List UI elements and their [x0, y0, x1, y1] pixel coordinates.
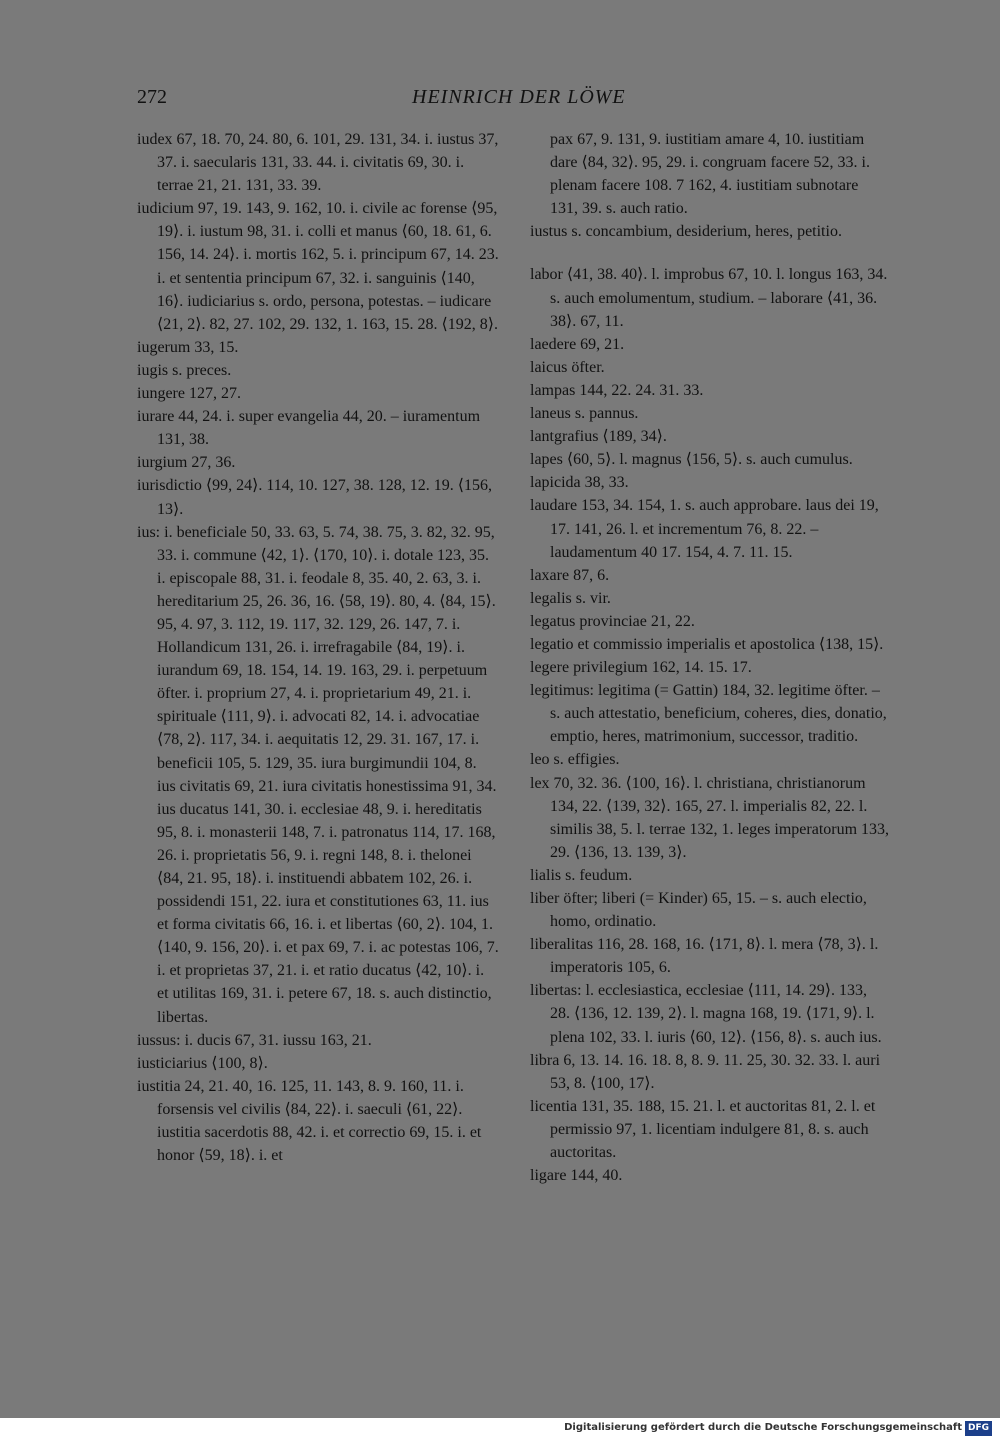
index-entry [530, 402, 890, 425]
index-entry [137, 197, 499, 336]
index-entry-text: liberalitas 116, 28. 168, 16. ⟨171, 8⟩. l. mera ⟨78, 3⟩. l. imperatoris 105, 6. [530, 936, 879, 977]
index-entry [530, 1095, 890, 1164]
index-entry-text: iustus s. concambium, desiderium, heres, petitio. [530, 223, 842, 241]
index-entry-text: labor ⟨41, 38. 40⟩. l. improbus 67, 10. l. longus 163, 34. s. auch emolumentum, studium. – laborare ⟨41, 36. 38⟩. 67, 11. [530, 266, 888, 330]
index-entry [530, 748, 890, 771]
index-entry-text: ligare 144, 40. [530, 1167, 623, 1185]
index-entry-text: iugerum 33, 15. [137, 338, 239, 356]
index-entry [137, 474, 499, 520]
index-entry [530, 263, 890, 332]
index-entry [137, 451, 499, 474]
index-entry-text: lantgrafius ⟨189, 34⟩. [530, 428, 667, 446]
index-entry [530, 471, 890, 494]
footer-bar [0, 1418, 1000, 1441]
index-entry [530, 425, 890, 448]
index-entry-text: laicus öfter. [530, 358, 605, 376]
index-entry [530, 679, 890, 748]
index-entry-text: iungere 127, 27. [137, 385, 241, 403]
index-entry-text: iurare 44, 24. i. super evangelia 44, 20. – iuramentum 131, 38. [137, 408, 481, 449]
index-entry-text: iustitia 24, 21. 40, 16. 125, 11. 143, 8. 9. 160, 11. i. forsensis vel civilis ⟨84, 22⟩. i. saeculi ⟨61, 22⟩. iustitia sacerdotis 88, 42. i. et correctio 69, 15. i. et honor ⟨59, 18⟩. i. et [137, 1077, 482, 1165]
index-entry-text: ius: i. beneficiale 50, 33. 63, 5. 74, 38. 75, 3. 82, 32. 95, 33. i. commune ⟨42, 1⟩. ⟨170, 10⟩. i. dotale 123, 35. i. episcopale 88, 31. i. feodale 8, 35. 40, 2. 63, 3. i. hereditarium 25, 26. 36, 16. ⟨58, 19⟩. 80, 4. ⟨84, 15⟩. 95, 4. 97, 3. 112, 19. 117, 32. 129, 26. 147, 7. i. Hollandicum 131, 26. i. irrefragabile ⟨84, 19⟩. i. iurandum 69, 18. 154, 14. 19. 163, 29. i. perpetuum öfter. i. proprium 27, 4. i. proprietarium 49, 21. i. spirituale ⟨111, 9⟩. i. advocati 82, 14. i. advocatiae ⟨78, 2⟩. 117, 34. i. aequitatis 12, 29. 31. 167, 17. i. beneficii 105, 5. 129, 35. iura burgimundii 104, 8. ius civitatis 69, 21. iura civitatis honestissima 91, 34. ius ducatus 141, 30. i. ecclesiae 48, 9. i. hereditatis 95, 8. i. monasterii 148, 7. i. patronatus 114, 17. 168, 26. i. proprietatis 56, 9. i. regni 148, 8. i. thelonei ⟨84, 21. 95, 18⟩. i. instituendi abbatem 102, 26. i. possidendi 151, 22. iura et constitutiones 63, 11. ius et forma civitatis 66, 16. i. et libertas ⟨60, 2⟩. 104, 1. ⟨140, 9. 156, 20⟩. i. et pax 69, 7. i. ac potestas 106, 7. i. et proprietas 37, 21. i. et ratio ducatus ⟨42, 10⟩. i. et utilitas 169, 31. i. petere 67, 18. s. auch distinctio, libertas. [137, 523, 499, 1026]
index-entry-text: iudex 67, 18. 70, 24. 80, 6. 101, 29. 131, 34. i. iustus 37, 37. i. saecularis 131, 33. 44. i. civitatis 69, 30. i. terrae 21, 21. 131, 33. 39. [137, 131, 499, 195]
index-entry-text: iudicium 97, 19. 143, 9. 162, 10. i. civile ac forense ⟨95, 19⟩. i. iustum 98, 31. i. colli et manus ⟨60, 18. 61, 6. 156, 14. 24⟩. i. mortis 162, 5. i. principum 67, 14. 23. i. et sententia principum 67, 32. i. sanguinis ⟨140, 16⟩. iudiciarius s. ordo, persona, potestas. – iudicare ⟨21, 2⟩. 82, 27. 102, 29. 132, 1. 163, 15. 28. ⟨192, 8⟩. [137, 200, 499, 333]
index-entry [530, 128, 890, 220]
index-entry-text: legatus provinciae 21, 22. [530, 612, 695, 630]
index-entry-text: iusticiarius ⟨100, 8⟩. [137, 1054, 268, 1072]
index-entry [530, 448, 890, 471]
index-entry [530, 772, 890, 864]
index-column-left [137, 128, 499, 1167]
index-entry-text: legere privilegium 162, 14. 15. 17. [530, 659, 752, 677]
index-entry-text: iurisdictio ⟨99, 24⟩. 114, 10. 127, 38. 128, 12. 19. ⟨156, 13⟩. [137, 477, 493, 518]
index-entry [530, 494, 890, 563]
index-entry-text: libertas: l. ecclesiastica, ecclesiae ⟨111, 14. 29⟩. 133, 28. ⟨136, 12. 139, 2⟩. l. magna 168, 19. ⟨171, 9⟩. l. plena 102, 33. l. iuris ⟨60, 12⟩. ⟨156, 8⟩. s. auch ius. [530, 982, 882, 1046]
index-entry [530, 610, 890, 633]
index-entry [137, 359, 499, 382]
index-entry [530, 220, 890, 243]
index-entry [530, 656, 890, 679]
index-entry-text: laxare 87, 6. [530, 566, 610, 584]
index-entry-text: liber öfter; liberi (= Kinder) 65, 15. – s. auch electio, homo, ordinatio. [530, 890, 867, 931]
index-entry-text: iurgium 27, 36. [137, 454, 236, 472]
index-entry-text: iugis s. preces. [137, 361, 232, 379]
index-entry-text: lapicida 38, 33. [530, 474, 629, 492]
index-entry-text: legalis s. vir. [530, 589, 611, 607]
dfg-logo: DFG [965, 1421, 992, 1436]
index-entry-text: lialis s. feudum. [530, 866, 633, 884]
index-entry [137, 521, 499, 1029]
index-entry-text: leo s. effigies. [530, 751, 620, 769]
index-entry [530, 356, 890, 379]
index-entry [530, 379, 890, 402]
index-entry [137, 405, 499, 451]
index-entry [530, 633, 890, 656]
index-entry-text: laneus s. pannus. [530, 405, 639, 423]
index-entry [530, 1164, 890, 1187]
index-entry [530, 864, 890, 887]
index-entry-text: legatio et commissio imperialis et apostolica ⟨138, 15⟩. [530, 635, 884, 653]
index-entry [530, 564, 890, 587]
index-entry-text: pax 67, 9. 131, 9. iustitiam amare 4, 10. iustitiam dare ⟨84, 32⟩. 95, 29. i. congruam facere 52, 33. i. plenam facere 108. 7 162, 4. iustitiam subnotare 131, 39. s. auch ratio. [550, 131, 870, 218]
index-entry [530, 933, 890, 979]
index-entry-text: legitimus: legitima (= Gattin) 184, 32. legitime öfter. – s. auch attestatio, beneficium, coheres, dies, donatio, emptio, heres, matrimonium, successor, traditio. [530, 682, 887, 746]
index-entry-text: iussus: i. ducis 67, 31. iussu 163, 21. [137, 1031, 372, 1049]
footer-credit: Digitalisierung gefördert durch die Deutsche Forschungsgemeinschaft [564, 1422, 962, 1433]
index-entry-text: libra 6, 13. 14. 16. 18. 8, 8. 9. 11. 25, 30. 32. 33. l. auri 53, 8. ⟨100, 17⟩. [530, 1051, 881, 1092]
index-entry [137, 1029, 499, 1052]
index-entry [530, 333, 890, 356]
index-entry [530, 1049, 890, 1095]
index-entry [137, 336, 499, 359]
index-entry [137, 1075, 499, 1167]
index-entry-text: lampas 144, 22. 24. 31. 33. [530, 381, 704, 399]
index-entry-text: lapes ⟨60, 5⟩. l. magnus ⟨156, 5⟩. s. auch cumulus. [530, 451, 853, 469]
index-entry [530, 887, 890, 933]
index-entry [137, 128, 499, 197]
index-column-right [530, 128, 890, 1187]
running-head: HEINRICH DER LÖWE [412, 86, 626, 108]
index-entry-text: lex 70, 32. 36. ⟨100, 16⟩. l. christiana, christianorum 134, 22. ⟨139, 32⟩. 165, 27. l. imperialis 82, 22. l. similis 38, 5. l. terrae 132, 1. leges imperatorum 133, 29. ⟨136, 13. 139, 3⟩. [530, 774, 890, 861]
index-entry [530, 587, 890, 610]
index-entry-text: laedere 69, 21. [530, 335, 625, 353]
index-entry [530, 979, 890, 1048]
index-entry [137, 382, 499, 405]
index-entry [137, 1052, 499, 1075]
index-entry-text: laudare 153, 34. 154, 1. s. auch approbare. laus dei 19, 17. 141, 26. l. et incrementum 76, 8. 22. – laudamentum 40 17. 154, 4. 7. 11. 15. [530, 497, 879, 561]
index-entry-text: licentia 131, 35. 188, 15. 21. l. et auctoritas 81, 2. l. et permissio 97, 1. licentiam indulgere 81, 8. s. auch auctoritas. [530, 1097, 876, 1162]
page-number: 272 [137, 86, 167, 108]
